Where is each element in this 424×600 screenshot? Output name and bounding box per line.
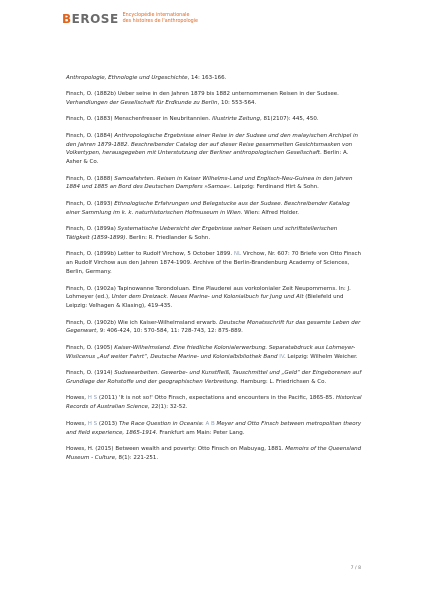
reference-text: Finsch, O. (1883) Menschenfresser in Neubritannien. xyxy=(66,116,213,123)
site-header xyxy=(62,13,198,25)
reference-text: Finsch, O. (1893) xyxy=(66,200,115,207)
reference-text: A B xyxy=(205,420,215,427)
reference-text: . Leipzig: Wilhelm Weicher. xyxy=(283,353,358,360)
tagline-line-1: Encyclopédie internationale xyxy=(122,13,190,19)
reference-text: : xyxy=(201,420,206,427)
reference-text: H S xyxy=(87,420,98,427)
tagline-line-2: des histoires de l'anthropologie xyxy=(122,19,198,24)
reference-title: Meyer and Otto Finsch between metropolitan theory and field experience, 1865-1914 xyxy=(66,420,362,436)
reference-text: IV xyxy=(279,353,284,360)
reference-text: Finsch, O. (1905) xyxy=(66,344,115,351)
reference-text: , 9: 406-424, 10: 570-584, 11: 728-743, 12: 875-889. xyxy=(96,328,243,335)
reference-text: Finsch, O. (1884) xyxy=(66,132,115,139)
reference-entry xyxy=(66,225,362,243)
reference-text: , 81(2107): 445, 450. xyxy=(259,116,319,123)
reference-text: , 22(1): 32-52. xyxy=(147,404,188,411)
reference-text: . Frankfurt am Main: Peter Lang. xyxy=(155,429,245,436)
reference-entry xyxy=(66,132,362,167)
reference-entry xyxy=(66,200,362,218)
logo-letters: EROSE xyxy=(71,12,119,26)
reference-title: Deutsche Monatsschrift fur das gesamte Leben der Gegenwart xyxy=(66,319,361,335)
reference-text: . Berlin: A. Asher & Co. xyxy=(66,150,349,166)
reference-entry xyxy=(66,285,362,311)
reference-text: . Berlin: R. Friedlander & Sohn. xyxy=(125,234,211,241)
reference-title: Ethnologische Erfahrungen und Belegstucke aus der Sudsee. Beschreibender Katalog einer Sammlung im k. k. naturhistorischen Hofmuseum in Wien xyxy=(66,200,350,216)
reference-entry xyxy=(66,394,362,412)
reference-text: . Hamburg: L. Friedrichsen & Co. xyxy=(236,378,327,385)
reference-entry xyxy=(66,369,362,387)
site-tagline xyxy=(123,13,198,24)
reference-entry xyxy=(66,319,362,337)
reference-text: (Bielefeld und Leipzig: Velhagen & Klasing), 419-435. xyxy=(66,294,344,310)
logo-letter-b: B xyxy=(62,12,72,26)
reference-title: The Race Question in Oceania xyxy=(118,420,202,427)
reference-text: , 10: 553-564. xyxy=(217,99,257,106)
reference-entry xyxy=(66,74,362,83)
reference-title: Systematische Uebersicht der Ergebnisse seiner Reisen und schriftstellerischen Tätigkeit (1859-1899) xyxy=(66,226,338,241)
reference-text: Howes, H. (2015) Between wealth and poverty: Otto Finsch on Mabuyag, 1881. xyxy=(66,446,286,453)
reference-title: Illustrirte Zeitung xyxy=(212,116,260,123)
reference-title: Unter dem Dreizack. Neues Marine- und Kolonialbuch fur Jung und Alt xyxy=(111,294,304,301)
reference-text: Howes, xyxy=(66,420,88,427)
reference-text: Finsch, O. (1902a) Tapinowanne Torondoluan. Eine Plauderei aus vorkolonialer Zeit Neupommerns. In: J. Lohmeyer (ed.), xyxy=(66,285,351,301)
reference-title: Memoirs of the Queensland Museum - Culture xyxy=(66,446,362,461)
reference-text: , 14: 163-166. xyxy=(187,74,227,81)
reference-text: NL xyxy=(233,251,242,258)
reference-text: . Leipzig: Ferdinand Hirt & Sohn. xyxy=(230,184,319,191)
reference-text: Finsch, O. (1882b) Ueber seine in den Jahren 1879 bis 1882 unternommenen Reisen in der Sudsee. xyxy=(66,90,339,97)
reference-title: Verhandlungen der Gesellschaft für Erdkunde zu Berlin xyxy=(66,99,218,106)
page-number: 7 / 8 xyxy=(350,566,361,571)
reference-text: Virchow, Nr. 607: 70 Briefe von Otto Finsch an Rudolf Virchow aus den Jahren 1874-1909. Archive of the Berlin-Brandenburg Academy of Sciences, Berlin, Germany. xyxy=(66,251,362,276)
reference-text: (2013) xyxy=(97,420,119,427)
reference-text: Finsch, O. (1914) xyxy=(66,370,115,377)
reference-text: H S xyxy=(87,395,98,402)
reference-text: . Wien: Alfred Holder. xyxy=(240,209,299,216)
reference-text: Finsch, O. (1899a) xyxy=(66,226,118,233)
reference-entry xyxy=(66,115,362,124)
reference-title: Anthropologische Ergebnisse einer Reise in der Sudsee und den malayischen Archipel in den Jahren 1879-1882. Beschreibender Catalog der auf dieser Reise gesammelten Gesichtsmasken von Volkertypen, herausgegeben mit Unterstutzung der Berliner anthropologischen Gesellschaft xyxy=(66,132,359,157)
berose-logo[interactable] xyxy=(62,13,119,25)
reference-text: Finsch, O. (1902b) Wie ich Kaiser-Wilhelmsland erwarb. xyxy=(66,319,220,326)
reference-entry xyxy=(66,445,362,463)
reference-text: Howes, xyxy=(66,395,88,402)
reference-entry xyxy=(66,420,362,438)
reference-entry xyxy=(66,250,362,276)
reference-title: Sudseearbeiten. Gewerbe- und Kunstfleiß, Tauschmittel und „Geld“ der Eingeborenen auf Grundlage der Rohstoffe und der geographischen Verbreitung xyxy=(66,370,362,385)
reference-entry xyxy=(66,175,362,193)
reference-title: Samoafahrten. Reisen in Kaiser Wilhelms-Land und Englisch-Neu-Guinea in den Jahren 1884 und 1885 an Bord des Deutschen Dampfers »Samoa« xyxy=(66,175,353,191)
reference-title: Anthropologie, Ethnologie und Urgeschichte xyxy=(66,74,188,81)
reference-entry xyxy=(66,90,362,108)
reference-list xyxy=(66,68,362,470)
reference-text: (2011) 'It is not so!' Otto Finsch, expectations and encounters in the Pacific, 1865-85. xyxy=(97,395,336,402)
reference-title: Historical Records of Australian Science xyxy=(66,395,362,411)
reference-title: Kaiser-Wilhelmsland. Eine friedliche Kolonialerwerbung. Separatabdruck aus Lohmeyer-Wislicenus „Auf weiter Fahrt“, Deutsche Marine- und Kolonialbibliothek Band xyxy=(66,344,356,360)
reference-text: Finsch, O. (1899b) Letter to Rudolf Virchow, 5 October 1899. xyxy=(66,251,234,258)
reference-text: Finsch, O. (1888) xyxy=(66,175,115,182)
reference-entry xyxy=(66,344,362,362)
reference-text: , 8(1): 221-251. xyxy=(114,454,159,461)
